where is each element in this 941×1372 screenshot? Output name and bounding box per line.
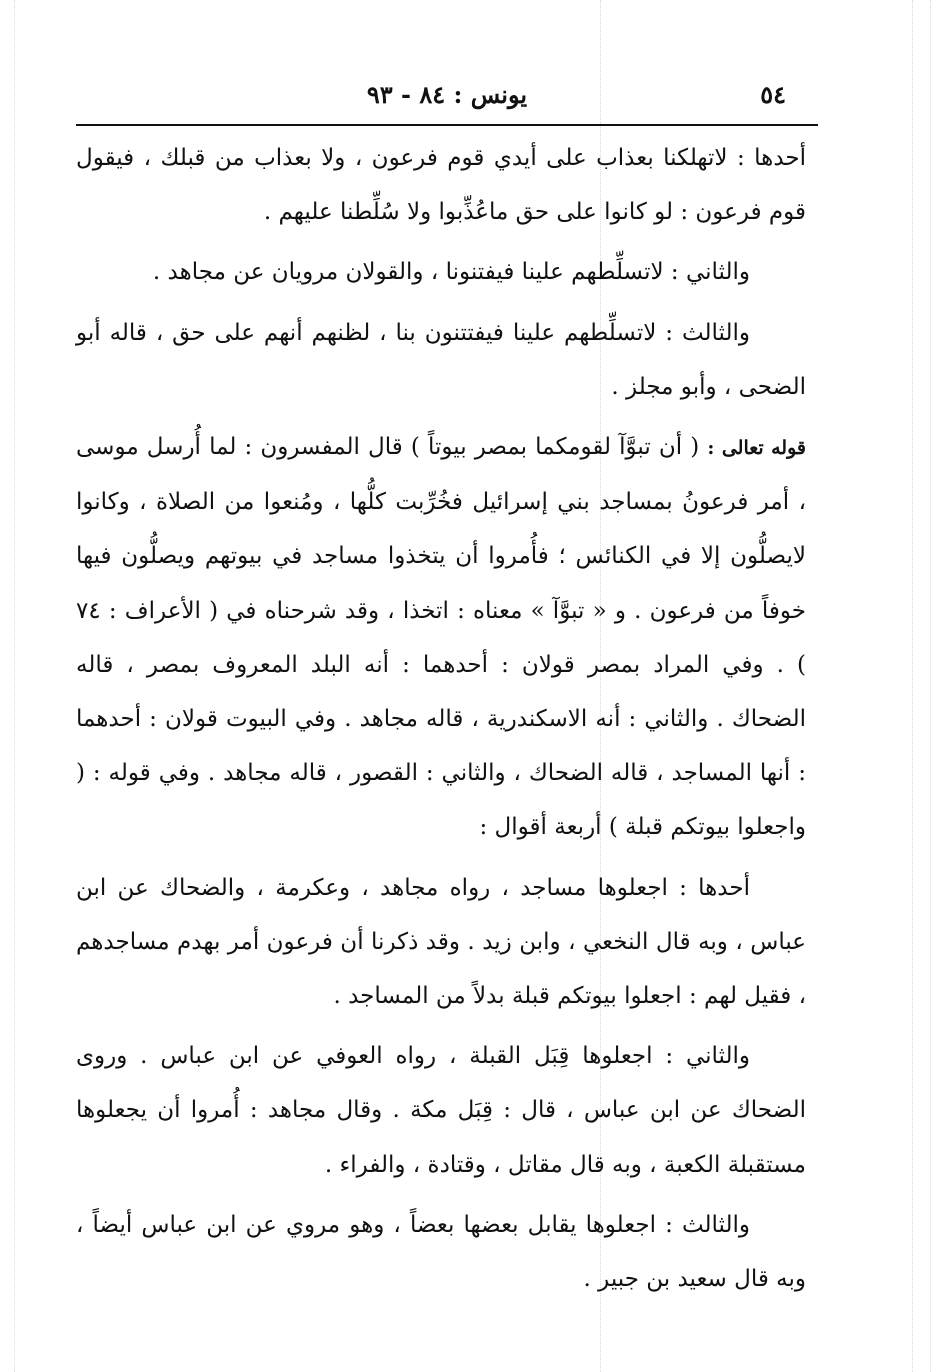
paragraph-text: والثالث : لاتسلِّطهم علينا فيفتتنون بنا ، لظنهم أنهم على حق ، قاله أبو الضحى ، وأبو مجلز . <box>76 319 806 400</box>
paragraph <box>76 420 806 855</box>
paragraph <box>76 131 806 239</box>
paragraph-text: أحدها : اجعلوها مساجد ، رواه مجاهد ، وعكرمة ، والضحاك عن ابن عباس ، وبه قال النخعي ، وابن زيد . وقد ذكرنا أن فرعون أمر بهدم مساجدهم ، فقيل لهم : اجعلوا بيوتكم قبلة بدلاً من المساجد . <box>76 874 806 1010</box>
paragraph-lead: قوله تعالى : <box>707 437 806 460</box>
scan-artifact-line <box>912 0 913 1372</box>
paragraph-text: أحدها : لاتهلكنا بعذاب على أيدي قوم فرعون ، ولا بعذاب من قبلك ، فيقول قوم فرعون : لو كانوا على حق ماعُذِّبوا ولا سُلِّطنا عليهم . <box>76 145 806 226</box>
scan-artifact-line <box>14 0 15 1372</box>
header-rule <box>76 124 818 126</box>
paragraph <box>76 1198 806 1306</box>
paragraph <box>76 861 806 1024</box>
paragraph <box>76 245 806 299</box>
paragraph-text: والثاني : اجعلوها قِبَل القبلة ، رواه العوفي عن ابن عباس . وروى الضحاك عن ابن عباس ، قال : قِبَل مكة . وقال مجاهد : أُمروا أن يجعلوها مستقبلة الكعبة ، وبه قال مقاتل ، وقتادة ، والفراء . <box>76 1043 806 1178</box>
page-number: ٥٤ <box>760 80 786 109</box>
scan-artifact-line <box>930 0 931 1372</box>
paragraph-text: ( أن تبوَّآ لقومكما بمصر بيوتاً ) قال المفسرون : لما أُرسل موسى ، أمر فرعونُ بمساجد بني إسرائيل فخُرِّبت كلُّها ، ومُنعوا من الصلاة ، وكانوا لايصلُّون إلا في الكنائس ؛ فأُمروا أن يتخذوا مساجد في بيوتهم ويصلُّون فيها خوفاً من فرعون . و « تبوَّآ » معناه : اتخذا ، وقد شرحناه في ( الأعراف : ٧٤ ) . وفي المراد بمصر قولان : أحدهما : أنه البلد المعروف بمصر ، قاله الضحاك . والثاني : أنه الاسكندرية ، قاله مجاهد . وفي البيوت قولان : أحدهما : أنها المساجد ، قاله الضحاك ، والثاني : القصور ، قاله مجاهد . وفي قوله : ( واجعلوا بيوتكم قبلة ) أربعة أقوال : <box>76 434 806 841</box>
running-title: يونس : ٨٤ - ٩٣ <box>366 80 528 109</box>
body-text <box>76 131 806 1306</box>
paragraph <box>76 1029 806 1192</box>
paragraph-text: والثاني : لاتسلِّطهم علينا فيفتنونا ، والقولان مرويان عن مجاهد . <box>152 259 750 286</box>
paragraph-text: والثالث : اجعلوها يقابل بعضها بعضاً ، وهو مروي عن ابن عباس أيضاً ، وبه قال سعيد بن جبير . <box>76 1211 806 1293</box>
page-header <box>76 72 818 122</box>
paragraph <box>76 306 806 414</box>
